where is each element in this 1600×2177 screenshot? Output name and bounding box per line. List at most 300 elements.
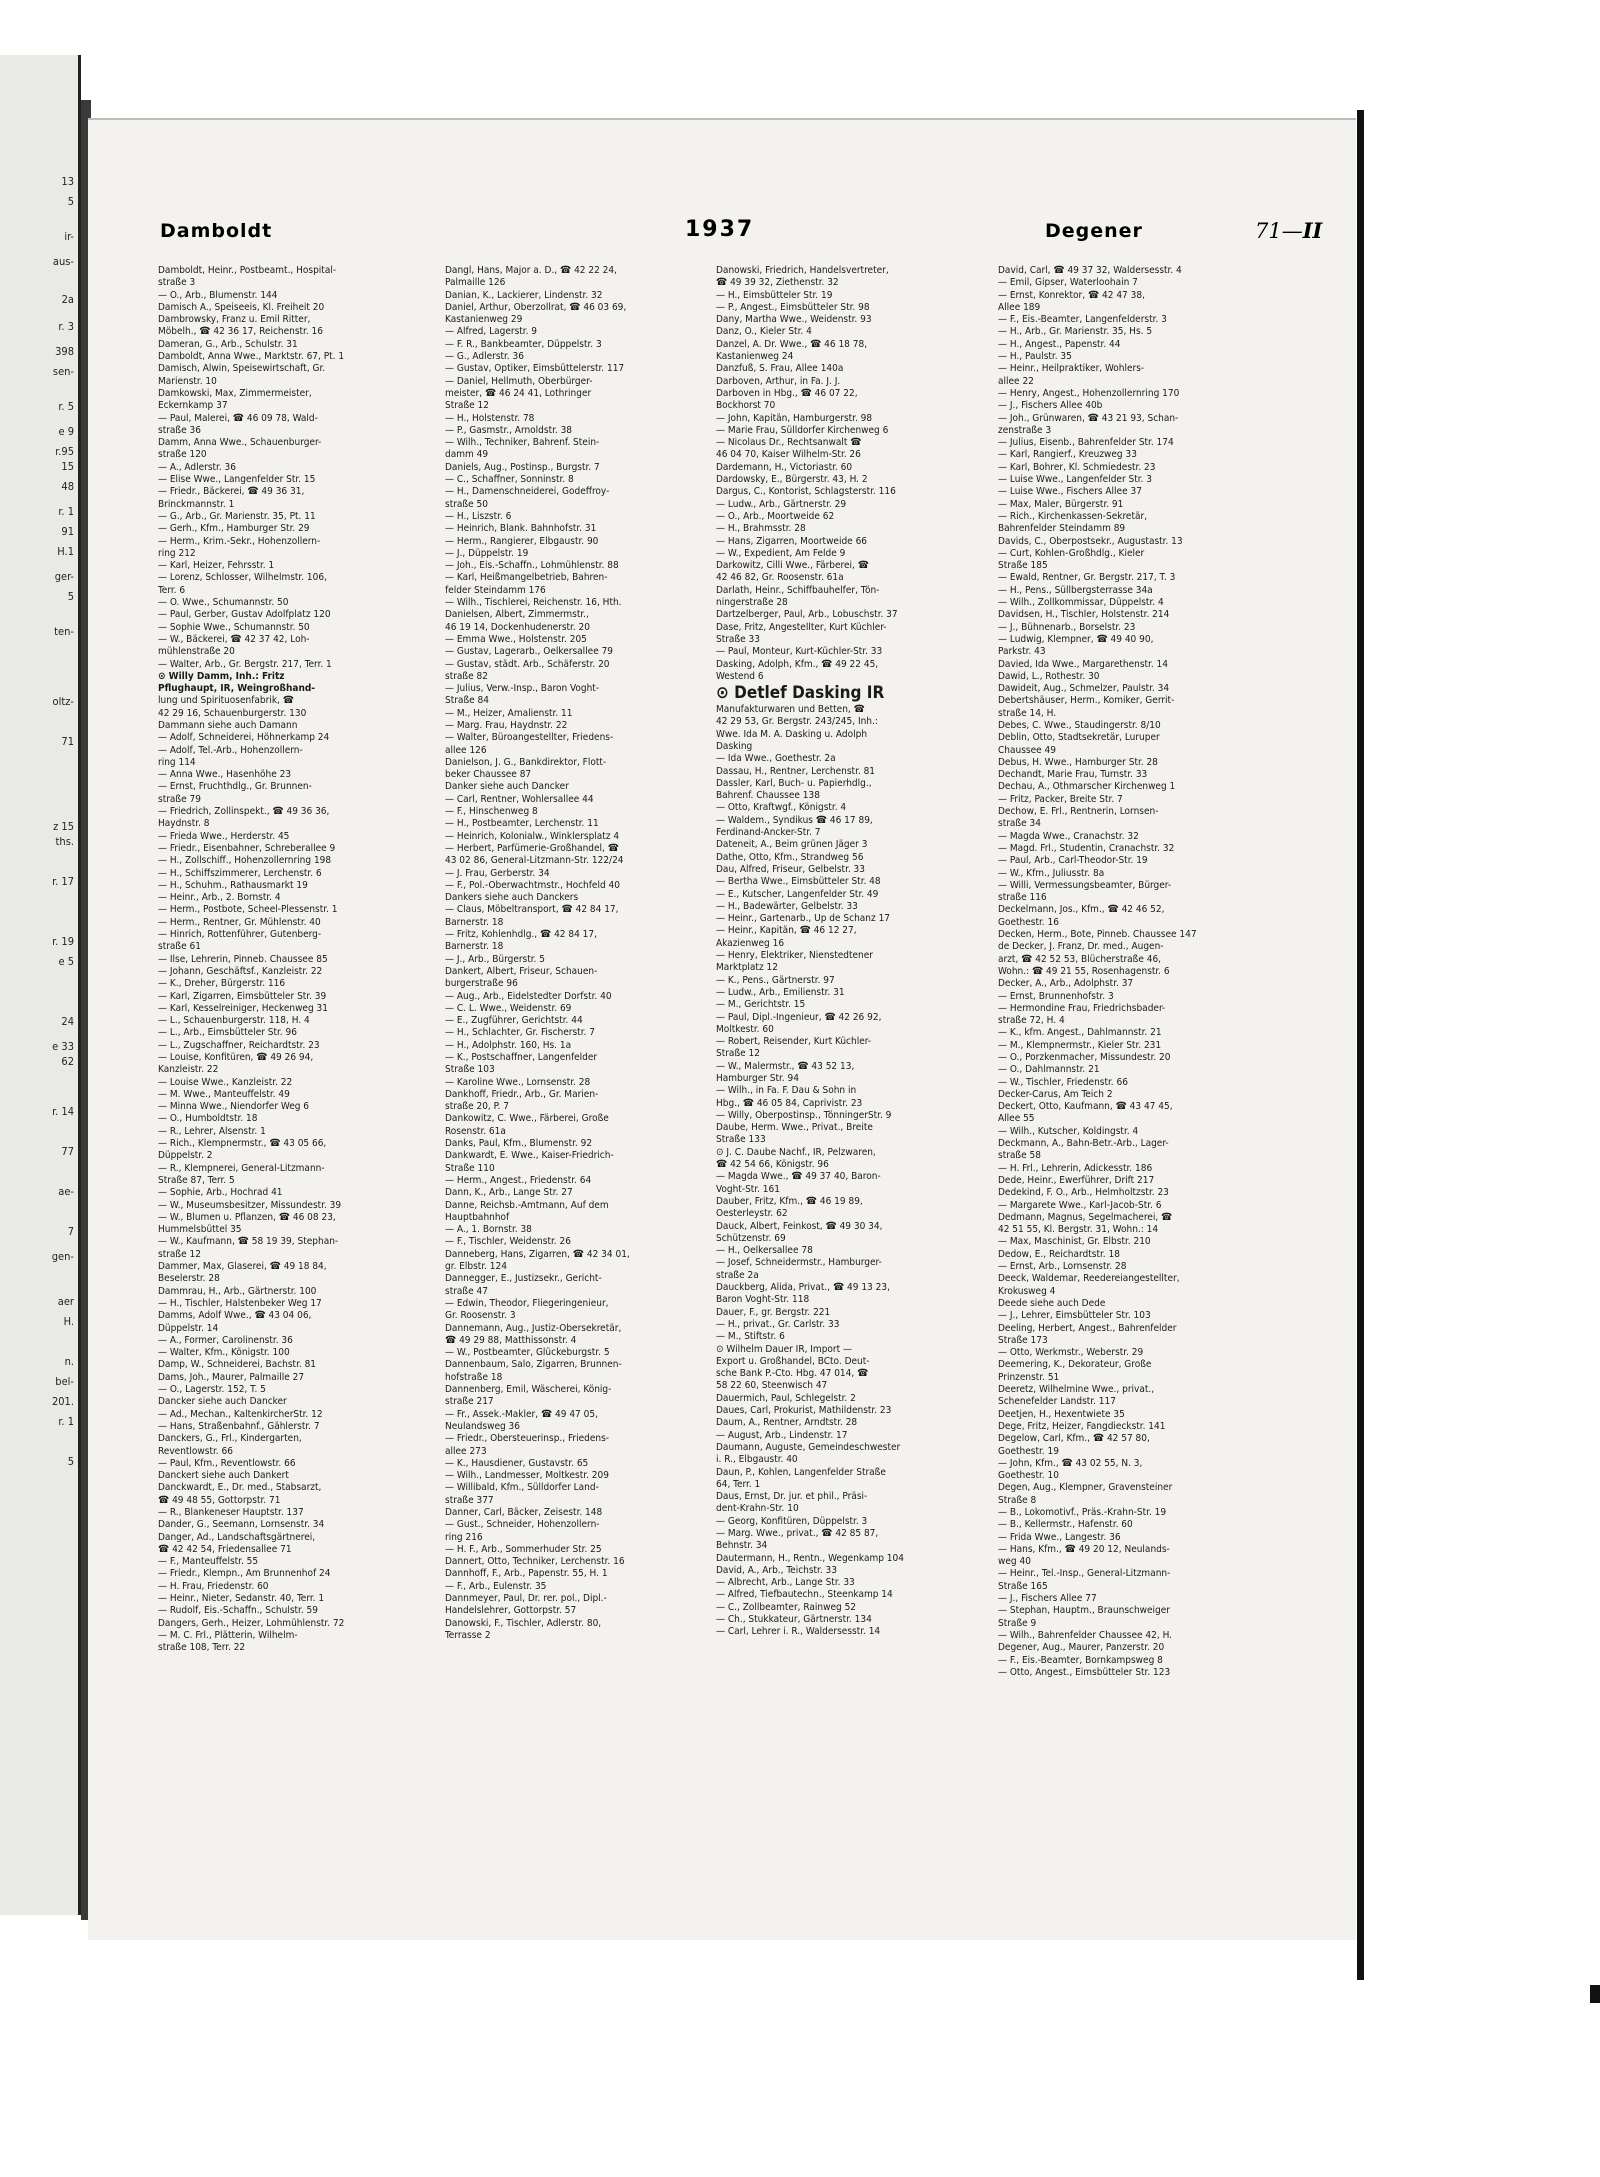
directory-line: Damkowski, Max, Zimmermeister, <box>158 387 312 399</box>
directory-line: — K., Postschaffner, Langenfelder <box>445 1052 598 1063</box>
directory-line: Straße 133 <box>716 1134 766 1146</box>
directory-line: — E., Zugführer, Gerichtstr. 44 <box>445 1015 583 1027</box>
directory-line: — Otto, Kraftwgf., Königstr. 4 <box>716 802 847 814</box>
previous-page-fragment: ths. <box>55 835 74 848</box>
directory-line: Dauck, Albert, Feinkost, ☎ 49 30 34, <box>716 1220 883 1232</box>
directory-line: Daum, A., Rentner, Arndtstr. 28 <box>716 1417 858 1429</box>
directory-line: — Fr., Assek.-Makler, ☎ 49 47 05, <box>445 1408 598 1420</box>
directory-line: Hamburger Str. 94 <box>716 1073 799 1084</box>
directory-line: Kastanienweg 29 <box>445 314 523 326</box>
directory-line: — Heinr., Arb., 2. Bornstr. 4 <box>158 892 281 904</box>
directory-line: — E., Kutscher, Langenfelder Str. 49 <box>716 888 879 900</box>
directory-line: Straße 8 <box>998 1494 1037 1506</box>
directory-line: — O. Wwe., Schumannstr. 50 <box>158 597 289 609</box>
directory-line: — Friedr., Bäckerei, ☎ 49 36 31, <box>158 486 305 498</box>
directory-line: — Karl, Rangierf., Kreuzweg 33 <box>998 449 1137 461</box>
directory-line: Danks, Paul, Kfm., Blumenstr. 92 <box>445 1138 593 1150</box>
directory-line: Dannmeyer, Paul, Dr. rer. pol., Dipl.- <box>445 1593 607 1605</box>
previous-page-fragment: 77 <box>61 1145 74 1158</box>
directory-line: hofstraße 18 <box>445 1371 503 1383</box>
directory-line: Danne, Reichsb.-Amtmann, Auf dem <box>445 1199 609 1211</box>
previous-page-fragment: 13 <box>61 175 74 188</box>
directory-line: Export u. Großhandel, BCto. Deut- <box>716 1355 870 1367</box>
directory-line: Marktplatz 12 <box>716 962 778 974</box>
directory-line: Damp, W., Schneiderei, Bachstr. 81 <box>158 1359 317 1371</box>
directory-line: — W., Bäckerei, ☎ 42 37 42, Loh- <box>158 633 310 645</box>
directory-line: straße 3 <box>158 277 196 289</box>
previous-page-fragment: gen- <box>51 1250 74 1263</box>
previous-page-fragment: ir- <box>64 230 74 243</box>
directory-line: — W., Blumen u. Pflanzen, ☎ 46 08 23, <box>158 1211 336 1223</box>
directory-line: — C. L. Wwe., Weidenstr. 69 <box>445 1002 572 1014</box>
directory-line: — Walter, Kfm., Königstr. 100 <box>158 1347 290 1359</box>
directory-line: — Daniel, Hellmuth, Oberbürger- <box>445 375 593 387</box>
directory-line: Möbelh., ☎ 42 36 17, Reichenstr. 16 <box>158 326 323 338</box>
directory-line: Damm, Anna Wwe., Schauenburger- <box>158 437 322 449</box>
directory-line: — H., Schiffszimmerer, Lerchenstr. 6 <box>158 867 322 879</box>
directory-line: Daube, Herm. Wwe., Privat., Breite <box>716 1122 873 1134</box>
directory-line: Davids, C., Oberpostsekr., Augustastr. 13 <box>998 535 1183 547</box>
directory-line: — H., Adolphstr. 160, Hs. 1a <box>445 1039 572 1051</box>
directory-line: sche Bank P.-Cto. Hbg. 47 014, ☎ <box>716 1368 869 1380</box>
directory-line: straße 34 <box>998 818 1041 830</box>
directory-line: Ferdinand-Ancker-Str. 7 <box>716 827 821 839</box>
directory-line: Dannenberg, Emil, Wäscherei, König- <box>445 1384 612 1396</box>
directory-line: — W., Museumsbesitzer, Missundestr. 39 <box>158 1199 342 1211</box>
directory-line: — F., Hinschenweg 8 <box>445 806 538 818</box>
directory-line: — Herm., Postbote, Scheel-Plessenstr. 1 <box>158 904 338 916</box>
directory-line: Degelow, Carl, Kfm., ☎ 42 57 80, <box>998 1433 1150 1445</box>
directory-line: — Joh., Grünwaren, ☎ 43 21 93, Schan- <box>998 412 1179 424</box>
directory-line: dent-Krahn-Str. 10 <box>716 1503 799 1515</box>
directory-line: — W., Malermstr., ☎ 43 52 13, <box>716 1060 855 1072</box>
directory-line: — Wilh., Kutscher, Koldingstr. 4 <box>998 1125 1139 1137</box>
previous-page-fragment: e 9 <box>58 425 74 438</box>
directory-line: — Max, Maschinist, Gr. Elbstr. 210 <box>998 1236 1151 1248</box>
directory-line: Manufakturwaren und Betten, ☎ <box>716 704 865 716</box>
directory-line: Handelslehrer, Gottorpstr. 57 <box>445 1605 577 1617</box>
directory-line: 42 51 55, Kl. Bergstr. 31, Wohn.: 14 <box>998 1224 1159 1236</box>
directory-line: — W., Tischler, Friedenstr. 66 <box>998 1076 1128 1088</box>
directory-line: zenstraße 3 <box>998 424 1052 436</box>
directory-line: allee 22 <box>998 375 1034 387</box>
directory-line: Dedow, E., Reichardtstr. 18 <box>998 1248 1120 1260</box>
directory-line: Dammann siehe auch Damann <box>158 719 298 731</box>
directory-line: — J., Fischers Allee 77 <box>998 1593 1097 1605</box>
header-last-entry: Degener <box>1045 220 1143 242</box>
page-header <box>160 217 1340 250</box>
directory-line: Dambrowsky, Franz u. Emil Ritter, <box>158 314 311 326</box>
directory-line: mühlenstraße 20 <box>158 646 235 658</box>
directory-line: — Heinr., Nieter, Sedanstr. 40, Terr. 1 <box>158 1593 325 1605</box>
directory-line: — Henry, Elektriker, Nienstedtener <box>716 950 873 962</box>
directory-line: — Heinr., Heilpraktiker, Wohlers- <box>998 363 1145 375</box>
directory-line: — J., Bühnenarb., Borselstr. 23 <box>998 621 1136 633</box>
directory-line: — Emma Wwe., Holstenstr. 205 <box>445 633 587 645</box>
directory-line: — Ludwig, Klempner, ☎ 49 40 90, <box>998 633 1154 645</box>
directory-line: straße 377 <box>445 1494 494 1506</box>
directory-line: — August, Arb., Lindenstr. 17 <box>716 1429 848 1441</box>
directory-line: — M., Klempnermstr., Kieler Str. 231 <box>998 1039 1162 1051</box>
directory-line: meister, ☎ 46 24 41, Lothringer <box>445 387 592 399</box>
directory-line: Dateneit, A., Beim grünen Jäger 3 <box>716 839 868 851</box>
directory-line: — Gerh., Kfm., Hamburger Str. 29 <box>158 523 310 535</box>
directory-line: — Nicolaus Dr., Rechtsanwalt ☎ <box>716 437 862 449</box>
directory-line: — O., Dahlmannstr. 21 <box>998 1064 1100 1076</box>
directory-line: Deemering, K., Dekorateur, Große <box>998 1359 1152 1371</box>
directory-line: — Karl, Bohrer, Kl. Schmiedestr. 23 <box>998 461 1156 473</box>
directory-line: Dannenbaum, Salo, Zigarren, Brunnen- <box>445 1359 622 1371</box>
directory-line: — Walter, Büroangestellter, Friedens- <box>445 732 614 744</box>
directory-line: — O., Humboldtstr. 18 <box>158 1113 258 1125</box>
directory-line: Dander, G., Seemann, Lornsenstr. 34 <box>158 1519 325 1531</box>
directory-line: — A., 1. Bornstr. 38 <box>445 1224 532 1236</box>
directory-line: straße 2a <box>716 1269 759 1281</box>
directory-line: — Wilh., Techniker, Bahrenf. Stein- <box>445 437 600 449</box>
directory-line: Terrasse 2 <box>445 1629 491 1641</box>
directory-line: Rosenstr. 61a <box>445 1125 506 1137</box>
directory-line: Hauptbahnhof <box>445 1211 510 1223</box>
directory-line: Neulandsweg 36 <box>445 1420 520 1432</box>
directory-line: Dassler, Karl, Buch- u. Papierhdlg., <box>716 777 872 789</box>
previous-page-fragment: 7 <box>67 1225 74 1238</box>
directory-line: Straße 173 <box>998 1334 1048 1346</box>
directory-line: Dathe, Otto, Kfm., Strandweg 56 <box>716 851 864 863</box>
previous-page-fragment: aus- <box>52 255 74 268</box>
directory-line: — Edwin, Theodor, Fliegeringenieur, <box>445 1297 609 1309</box>
directory-line: Dauckberg, Alida, Privat., ☎ 49 13 23, <box>716 1282 890 1294</box>
directory-line: lung und Spirituosenfabrik, ☎ <box>158 695 294 707</box>
directory-line: — F., Eis.-Beamter, Langenfelderstr. 3 <box>998 314 1167 326</box>
directory-line: ☎ 42 42 54, Friedensallee 71 <box>158 1543 292 1555</box>
directory-line: Danian, K., Lackierer, Lindenstr. 32 <box>445 289 603 301</box>
directory-line: Danielsen, Albert, Zimmermstr., <box>445 609 589 621</box>
directory-line: — J., Fischers Allee 40b <box>998 400 1103 412</box>
directory-line: — Ernst, Konrektor, ☎ 42 47 38, <box>998 289 1145 301</box>
directory-line: — J., Düppelstr. 19 <box>445 547 529 559</box>
directory-line: Eckernkamp 37 <box>158 400 228 412</box>
directory-line: — Anna Wwe., Hasenhöhe 23 <box>158 769 292 781</box>
directory-line: — Waldem., Syndikus ☎ 46 17 89, <box>716 814 873 826</box>
directory-line: — Carl, Rentner, Wohlersallee 44 <box>445 793 594 805</box>
directory-line: Moltkestr. 60 <box>716 1023 774 1035</box>
directory-line: — Paul, Dipl.-Ingenieur, ☎ 42 26 92, <box>716 1011 882 1023</box>
directory-line: Brinckmannstr. 1 <box>158 498 235 510</box>
directory-line: — F., Manteuffelstr. 55 <box>158 1556 259 1568</box>
directory-line: — Heinrich, Blank. Bahnhofstr. 31 <box>445 523 597 535</box>
directory-line: ⊙ Wilhelm Dauer IR, Import — <box>716 1343 852 1355</box>
directory-line: — H., Schlachter, Gr. Fischerstr. 7 <box>445 1027 595 1039</box>
directory-line: — Ludw., Arb., Gärtnerstr. 29 <box>716 498 847 510</box>
directory-line: Dancker siehe auch Dancker <box>158 1396 287 1408</box>
previous-page-fragment: 5 <box>67 1455 74 1468</box>
directory-line: Barnerstr. 18 <box>445 916 504 928</box>
directory-line: — Magd. Frl., Studentin, Cranachstr. 32 <box>998 842 1175 854</box>
directory-line: — L., Arb., Eimsbütteler Str. 96 <box>158 1027 297 1039</box>
directory-line: — Friedrich, Zollinspekt., ☎ 49 36 36, <box>158 806 330 818</box>
directory-line: straße 72, H. 4 <box>998 1015 1065 1027</box>
directory-line: — B., Lokomotivf., Präs.-Krahn-Str. 19 <box>998 1506 1167 1518</box>
directory-line: Dechandt, Marie Frau, Turnstr. 33 <box>998 769 1148 781</box>
directory-line: — Albrecht, Arb., Lange Str. 33 <box>716 1577 855 1589</box>
directory-line: Straße 87, Terr. 5 <box>158 1174 235 1186</box>
directory-line: — Hans, Straßenbahnf., Gählerstr. 7 <box>158 1420 320 1432</box>
directory-page <box>88 118 1356 1940</box>
directory-line: — Frida Wwe., Langestr. 36 <box>998 1531 1121 1543</box>
previous-page-fragment: r. 1 <box>58 1415 74 1428</box>
directory-line: Schützenstr. 69 <box>716 1232 786 1244</box>
previous-page-fragment: r. 19 <box>52 935 74 948</box>
directory-line: Schenefelder Landstr. 117 <box>998 1396 1116 1408</box>
previous-page-fragment: 201. <box>51 1395 74 1408</box>
directory-line: straße 58 <box>998 1150 1041 1162</box>
directory-line: — Heinr., Tel.-Insp., General-Litzmann- <box>998 1568 1171 1580</box>
directory-line: — H., Schuhm., Rathausmarkt 19 <box>158 879 308 891</box>
directory-line: Bahrenfelder Steindamm 89 <box>998 523 1126 535</box>
previous-page-fragment: r.95 <box>55 445 74 458</box>
directory-line: — Louise Wwe., Kanzleistr. 22 <box>158 1076 293 1088</box>
directory-line: Dany, Martha Wwe., Weidenstr. 93 <box>716 314 872 326</box>
directory-line: — Georg, Konfitüren, Düppelstr. 3 <box>716 1515 868 1527</box>
directory-line: allee 126 <box>445 744 487 756</box>
directory-line: Deeretz, Wilhelmine Wwe., privat., <box>998 1384 1155 1396</box>
column-1 <box>158 265 436 1905</box>
directory-line: — Elise Wwe., Langenfelder Str. 15 <box>158 474 316 486</box>
directory-line: Dannegger, E., Justizsekr., Gericht- <box>445 1273 602 1285</box>
scan-background-top <box>0 0 1600 50</box>
previous-page-fragment: r. 14 <box>52 1105 74 1118</box>
directory-line: — H., Angest., Papenstr. 44 <box>998 338 1121 350</box>
directory-line: ☎ 42 54 66, Königstr. 96 <box>716 1159 829 1171</box>
directory-line: Dankwardt, E. Wwe., Kaiser-Friedrich- <box>445 1150 614 1162</box>
directory-line: David, Carl, ☎ 49 37 32, Waldersesstr. 4 <box>998 265 1182 276</box>
scan-corner-mark <box>1590 1985 1600 2003</box>
directory-line: 46 19 14, Dockenhudenerstr. 20 <box>445 621 590 633</box>
directory-line: ☎ 49 48 55, Gottorpstr. 71 <box>158 1494 281 1506</box>
previous-page-fragment: 5 <box>67 195 74 208</box>
directory-line: — Willi, Vermessungsbeamter, Bürger- <box>998 879 1172 891</box>
directory-line: Damboldt, Heinr., Postbeamt., Hospital- <box>158 265 337 276</box>
directory-line: — R., Klempnerei, General-Litzmann- <box>158 1162 325 1174</box>
directory-line: — Magda Wwe., Cranachstr. 32 <box>998 830 1139 842</box>
directory-line: — O., Lagerstr. 152, T. 5 <box>158 1384 266 1396</box>
directory-line: — Johann, Geschäftsf., Kanzleistr. 22 <box>158 965 323 977</box>
directory-line: Straße 12 <box>716 1048 760 1060</box>
directory-line: — P., Angest., Eimsbütteler Str. 98 <box>716 301 870 313</box>
directory-line: — J., Arb., Bürgerstr. 5 <box>445 953 545 965</box>
scan-background-bottom <box>0 1995 1600 2177</box>
directory-line: — C., Schaffner, Sonninstr. 8 <box>445 474 574 486</box>
directory-line: — Josef, Schneidermstr., Hamburger- <box>716 1257 882 1269</box>
directory-line: Deblin, Otto, Stadtsekretär, Luruper <box>998 732 1160 744</box>
directory-line: ⊙ J. C. Daube Nachf., IR, Pelzwaren, <box>716 1146 876 1158</box>
directory-line: — Heinr., Kapitän, ☎ 46 12 27, <box>716 925 857 937</box>
directory-line: Haydnstr. 8 <box>158 818 210 830</box>
directory-line: Dawideit, Aug., Schmelzer, Paulstr. 34 <box>998 683 1170 695</box>
directory-line: Bahrenf. Chaussee 138 <box>716 790 820 802</box>
directory-line: Straße 84 <box>445 695 489 707</box>
directory-line: — O., Arb., Blumenstr. 144 <box>158 289 278 301</box>
directory-line: — H., Tischler, Halstenbeker Weg 17 <box>158 1297 322 1309</box>
directory-line: straße 217 <box>445 1396 494 1408</box>
directory-line: straße 20, P. 7 <box>445 1101 509 1113</box>
directory-line: Daues, Carl, Prokurist, Mathildenstr. 23 <box>716 1405 892 1417</box>
directory-line: — H., Oelkersallee 78 <box>716 1245 813 1257</box>
directory-line: — Max, Maler, Bürgerstr. 91 <box>998 498 1124 510</box>
directory-line: Pflughaupt, IR, Weingroßhand- <box>158 683 316 695</box>
directory-line: Dau, Alfred, Friseur, Gelbelstr. 33 <box>716 863 866 875</box>
directory-line: — Walter, Arb., Gr. Bergstr. 217, Terr. 1 <box>158 658 332 670</box>
directory-line: Dangl, Hans, Major a. D., ☎ 42 22 24, <box>445 265 617 276</box>
directory-line: — M., Gerichtstr. 15 <box>716 999 806 1011</box>
directory-line: — H., Eimsbütteler Str. 19 <box>716 289 833 301</box>
directory-line: straße 36 <box>158 424 201 436</box>
directory-line: Straße 12 <box>445 400 489 412</box>
directory-line: burgerstraße 96 <box>445 978 518 990</box>
directory-line: Kastanienweg 24 <box>716 351 794 363</box>
previous-page-fragment: sen- <box>52 365 74 378</box>
directory-line: — C., Zollbeamter, Rainweg 52 <box>716 1601 857 1613</box>
directory-line: Danckwardt, E., Dr. med., Stabsarzt, <box>158 1482 322 1494</box>
directory-line: Dardemann, H., Victoriastr. 60 <box>716 461 853 473</box>
directory-line: — Gust., Schneider, Hohenzollern- <box>445 1519 600 1531</box>
directory-line: Düppelstr. 2 <box>158 1150 213 1162</box>
directory-line: straße 12 <box>158 1248 201 1260</box>
previous-page-fragment: 398 <box>55 345 74 358</box>
directory-line: — Bertha Wwe., Eimsbütteler Str. 48 <box>716 876 881 888</box>
directory-line: — Wilh., in Fa. F. Dau & Sohn in <box>716 1085 857 1097</box>
previous-page-fragment: 48 <box>61 480 74 493</box>
directory-line: ⊙ Willy Damm, Inh.: Fritz <box>158 670 285 682</box>
previous-page-fragment: z 15 <box>53 820 74 833</box>
directory-line: straße 120 <box>158 449 207 461</box>
directory-line: — Friedr., Klempn., Am Brunnenhof 24 <box>158 1568 331 1580</box>
directory-line: Düppelstr. 14 <box>158 1322 219 1334</box>
previous-page-fragment: 2a <box>61 293 74 306</box>
directory-line: — Paul, Arb., Carl-Theodor-Str. 19 <box>998 855 1148 867</box>
previous-page-fragment: e 5 <box>58 955 74 968</box>
column-4 <box>998 265 1276 1905</box>
directory-line: — K., Pens., Gärtnerstr. 97 <box>716 974 835 986</box>
directory-line: — Frieda Wwe., Herderstr. 45 <box>158 830 290 842</box>
previous-page-fragment: 71 <box>61 735 74 748</box>
directory-line: Darboven, Arthur, in Fa. J. J. <box>716 375 841 387</box>
directory-line: — Emil, Gipser, Waterloohain 7 <box>998 277 1138 289</box>
directory-line: Debus, H. Wwe., Hamburger Str. 28 <box>998 756 1158 768</box>
directory-line: — B., Kellermstr., Hafenstr. 60 <box>998 1519 1133 1531</box>
directory-line: Damms, Adolf Wwe., ☎ 43 04 06, <box>158 1310 312 1322</box>
directory-line: — Paul, Gerber, Gustav Adolfplatz 120 <box>158 609 331 621</box>
directory-line: Voght-Str. 161 <box>716 1183 780 1195</box>
directory-line: Dankhoff, Friedr., Arb., Gr. Marien- <box>445 1088 599 1100</box>
directory-line: — Aug., Arb., Eidelstedter Dorfstr. 40 <box>445 990 612 1002</box>
directory-line: Wwe. Ida M. A. Dasking u. Adolph <box>716 728 868 740</box>
directory-line: ring 212 <box>158 547 196 559</box>
directory-line: Deckmann, A., Bahn-Betr.-Arb., Lager- <box>998 1138 1169 1150</box>
directory-line: — Otto, Angest., Eimsbütteler Str. 123 <box>998 1666 1171 1678</box>
directory-line: Marienstr. 10 <box>158 375 217 387</box>
directory-line: — R., Lehrer, Alsenstr. 1 <box>158 1125 266 1137</box>
directory-line: — Karl, Kesselreiniger, Heckenweg 31 <box>158 1002 328 1014</box>
directory-line: — Julius, Eisenb., Bahrenfelder Str. 174 <box>998 437 1174 449</box>
directory-line: straße 82 <box>445 670 488 682</box>
directory-line: — Karl, Heizer, Fehrsstr. 1 <box>158 560 275 572</box>
directory-line: Bockhorst 70 <box>716 400 776 412</box>
directory-line: — Rich., Klempnermstr., ☎ 43 05 66, <box>158 1138 327 1150</box>
directory-line: ring 114 <box>158 756 196 768</box>
directory-line: Dege, Fritz, Heizer, Fangdieckstr. 141 <box>998 1420 1166 1432</box>
previous-page-fragment: oltz- <box>52 695 74 708</box>
directory-line: Danneberg, Hans, Zigarren, ☎ 42 34 01, <box>445 1248 630 1260</box>
directory-line: — Gustav, Optiker, Eimsbüttelerstr. 117 <box>445 363 625 375</box>
directory-line: — Paul, Kfm., Reventlowstr. 66 <box>158 1457 296 1469</box>
directory-line: Dameran, G., Arb., Schulstr. 31 <box>158 338 298 350</box>
previous-page-fragment: bel- <box>55 1375 74 1388</box>
directory-line: Daun, P., Kohlen, Langenfelder Straße <box>716 1466 886 1478</box>
directory-line: Beselerstr. 28 <box>158 1273 220 1285</box>
directory-line: — H., Badewärter, Gelbelstr. 33 <box>716 900 858 912</box>
previous-page-fragment: H.1 <box>57 545 74 558</box>
page-right-shadow <box>1357 110 1364 1980</box>
directory-line: straße 108, Terr. 22 <box>158 1642 246 1654</box>
directory-line: 46 04 70, Kaiser Wilhelm-Str. 26 <box>716 449 861 461</box>
directory-line: Dasking, Adolph, Kfm., ☎ 49 22 45, <box>716 658 879 670</box>
page-number: 71—II <box>1255 218 1323 243</box>
directory-line: — M. Wwe., Manteuffelstr. 49 <box>158 1088 290 1100</box>
directory-line: Straße 110 <box>445 1162 495 1174</box>
directory-line: — Karl, Heißmangelbetrieb, Bahren- <box>445 572 608 584</box>
directory-line: — Wilh., Zollkommissar, Düppelstr. 4 <box>998 597 1164 609</box>
directory-line: — H., Liszstr. 6 <box>445 510 512 522</box>
directory-line: Dannemann, Aug., Justiz-Obersekretär, <box>445 1322 622 1334</box>
directory-line: — Ch., Stukkateur, Gärtnerstr. 134 <box>716 1614 872 1626</box>
directory-line: Damboldt, Anna Wwe., Marktstr. 67, Pt. 1 <box>158 351 345 363</box>
directory-line: — Margarete Wwe., Karl-Jacob-Str. 6 <box>998 1199 1162 1211</box>
directory-line: — Minna Wwe., Niendorfer Weg 6 <box>158 1101 310 1113</box>
previous-page-fragment: n. <box>64 1355 74 1368</box>
directory-line: — Paul, Malerei, ☎ 46 09 78, Wald- <box>158 412 318 424</box>
directory-line: Deckelmann, Jos., Kfm., ☎ 42 46 52, <box>998 904 1165 916</box>
directory-line: Danz, O., Kieler Str. 4 <box>716 326 812 338</box>
directory-line: Dammer, Max, Glaserei, ☎ 49 18 84, <box>158 1261 327 1273</box>
directory-line: — F., Pol.-Oberwachtmstr., Hochfeld 40 <box>445 879 620 891</box>
directory-line: — H. Frau, Friedenstr. 60 <box>158 1580 269 1592</box>
directory-line: Danowski, Friedrich, Handelsvertreter, <box>716 265 889 276</box>
directory-line: — Herbert, Parfümerie-Großhandel, ☎ <box>445 842 619 854</box>
directory-line: Davied, Ida Wwe., Margarethenstr. 14 <box>998 658 1168 670</box>
directory-line: Daus, Ernst, Dr. jur. et phil., Präsi- <box>716 1491 868 1503</box>
directory-line: Straße 9 <box>998 1617 1037 1629</box>
directory-line: — Adolf, Tel.-Arb., Hohenzollern- <box>158 744 303 756</box>
directory-line: Dangers, Gerh., Heizer, Lohmühlenstr. 72 <box>158 1617 345 1629</box>
directory-line: — H., privat., Gr. Carlstr. 33 <box>716 1318 840 1330</box>
directory-line: — Stephan, Hauptm., Braunschweiger <box>998 1605 1170 1617</box>
directory-line: 42 46 82, Gr. Roosenstr. 61a <box>716 572 844 584</box>
directory-line: Parkstr. 43 <box>998 646 1046 658</box>
previous-page-fragment: e 33 <box>52 1040 74 1053</box>
directory-line: — Alfred, Lagerstr. 9 <box>445 326 538 338</box>
directory-line: Deetjen, H., Hexentwiete 35 <box>998 1408 1125 1420</box>
directory-line: — A., Former, Carolinenstr. 36 <box>158 1334 293 1346</box>
previous-page-fragment: 62 <box>61 1055 74 1068</box>
directory-line: — Marie Frau, Sülldorfer Kirchenweg 6 <box>716 424 889 436</box>
directory-line: Straße 185 <box>998 560 1048 572</box>
directory-line: — Magda Wwe., ☎ 49 37 40, Baron- <box>716 1171 881 1183</box>
column-3 <box>716 265 994 1905</box>
directory-line: Daniel, Arthur, Oberzollrat, ☎ 46 03 69, <box>445 301 627 313</box>
directory-line: Decker-Carus, Am Teich 2 <box>998 1088 1113 1100</box>
directory-line: — Willy, Oberpostinsp., TönningerStr. 9 <box>716 1109 892 1121</box>
